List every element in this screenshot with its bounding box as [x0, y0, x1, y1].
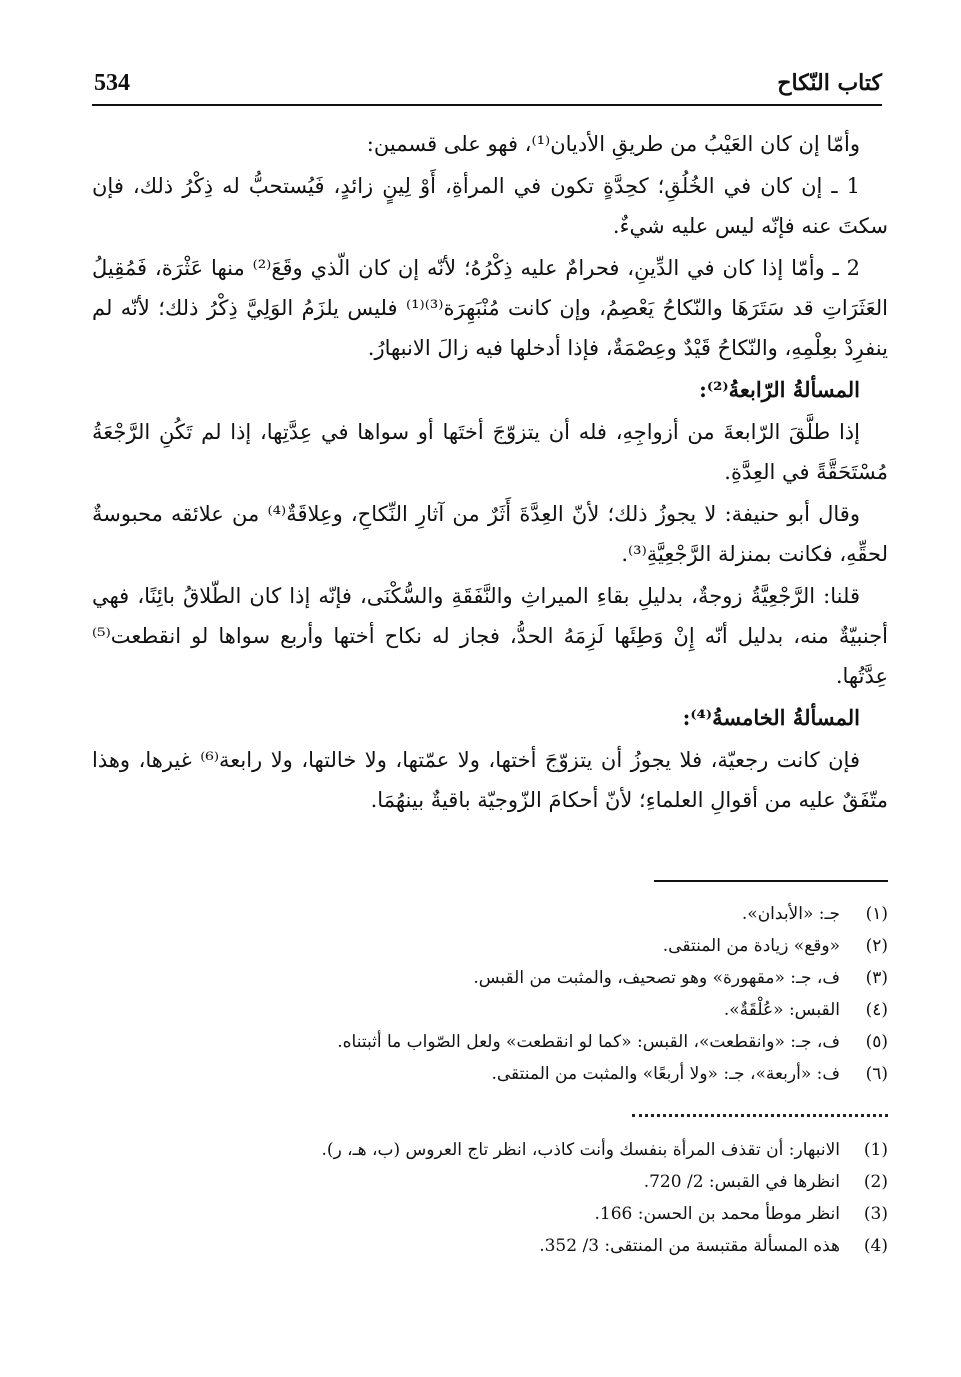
footnote-item: (٢) «وقع» زيادة من المنتقى.	[662, 936, 888, 956]
footnote-item: (٥) ف، جـ: «وانقطعت»، القبس: «كما لو انقطعت» ولعل الصّواب ما أثبتناه.	[337, 1032, 888, 1052]
footnote-separator	[654, 880, 888, 882]
paragraph-3: 2 ـ وأمّا إذا كان في الدِّينِ، فحرامٌ عليه ذِكْرُهُ؛ لأنّه إن كان الّذي وقَعَ⁽²⁾ منها عَثْرَة، فَمُقِيلُ العَثَرَاتِ قد سَتَرَهَا والنّكاحُ يَعْصِمُ، وإن كانت مُنْبَهِرَة⁽³⁾⁽¹⁾ فليس يلزَمُ الوَلِيَّ ذِكْرُ ذلك؛ لأنّه لم ينفرِدْ بعِلْمِهِ، والنّكاحُ قَيْدٌ وعِصْمَةٌ، فإذا أدخلها فيه زالَ الانبهارُ.	[92, 256, 888, 360]
footnote-item: (1) الانبهار: أن تقذف المرأة بنفسك وأنت كاذب، انظر تاج العروس (ب، هـ، ر).	[321, 1140, 888, 1160]
critical-footnotes	[92, 898, 888, 1090]
footnote-item: (١) جـ: «الأبدان».	[741, 904, 888, 924]
footnote-item: (4) هذه المسألة مقتبسة من المنتقى: 3/ 352.	[539, 1236, 888, 1256]
footnote-item: (٤) القبس: «عُلْقَةٌ».	[723, 1000, 888, 1020]
reference-footnotes	[92, 1134, 888, 1262]
section-heading-5: المسألةُ الخامسةُ⁽⁴⁾:	[682, 705, 860, 730]
dotted-separator	[632, 1114, 888, 1117]
paragraph-6: قلنا: الرَّجْعِيَّةُ زوجةٌ، بدليلِ بقاءِ الميراثِ والنَّفَقَةِ والسُّكْنَى، فإنّه إذا كان الطّلاقُ بائِنًا، فهي أجنبيّةٌ منه، بدليل أنّه إِنْ وَطِئَها لَزِمَهُ الحدُّ، فجاز له نكاح أختها وأربع سواها لو انقطعت⁽⁵⁾ عِدَّتُها.	[92, 584, 888, 688]
page-header	[92, 70, 882, 106]
paragraph-5: وقال أبو حنيفة: لا يجوزُ ذلك؛ لأنّ العِدَّةَ أَثَرٌ من آثارِ النِّكاحِ، وعِلاقَةٌ⁽⁴⁾ من علائقه محبوسةٌ لحقِّهِ، فكانت بمنزلة الرَّجْعِيَّةِ⁽³⁾.	[92, 502, 888, 566]
main-text	[92, 124, 888, 822]
paragraph-7: فإن كانت رجعيّة، فلا يجوزُ أن يتزوّجَ أختها، ولا عمّتها، ولا خالتها، ولا رابعة⁽⁶⁾ غيرها، وهذا متّفَقٌ عليه من أقوالِ العلماءِ؛ لأنّ أحكامَ الزّوجيّة باقيةٌ بينهُمَا.	[92, 748, 888, 812]
paragraph-1: وأمّا إن كان العَيْبُ من طريقِ الأديان⁽¹⁾، فهو على قسمين:	[366, 132, 860, 156]
footnote-item: (٦) ف: «أربعة»، جـ: «ولا أربعًا» والمثبت من المنتقى.	[491, 1064, 888, 1084]
footnote-item: (2) انظرها في القبس: 2/ 720.	[643, 1172, 888, 1192]
footnote-item: (٣) ف، جـ: «مقهورة» وهو تصحيف، والمثبت من القبس.	[473, 968, 888, 988]
section-heading-4: المسألةُ الرّابعةُ⁽²⁾:	[699, 377, 860, 402]
footnote-item: (3) انظر موطأ محمد بن الحسن: 166.	[594, 1204, 888, 1224]
running-title: كتاب النّكاح	[777, 70, 882, 96]
page-number: 534	[94, 70, 130, 96]
paragraph-4: إذا طلَّقَ الرّابعةَ من أزواجِهِ، فله أن يتزوّجَ أختَها أو سواها في عِدَّتِها، إذا لم تَكُنِ الرَّجْعَةُ مُسْتَحَقَّةً في العِدَّةِ.	[92, 420, 888, 484]
paragraph-2: 1 ـ إن كان في الخُلُقِ؛ كحِدَّةٍ تكون في المرأةِ، أَوْ لِينٍ زائدٍ، فَيُستحبُّ له ذِكْرُ ذلك، فإن سكتَ عنه فإنّه ليس عليه شيءٌ.	[92, 174, 888, 238]
